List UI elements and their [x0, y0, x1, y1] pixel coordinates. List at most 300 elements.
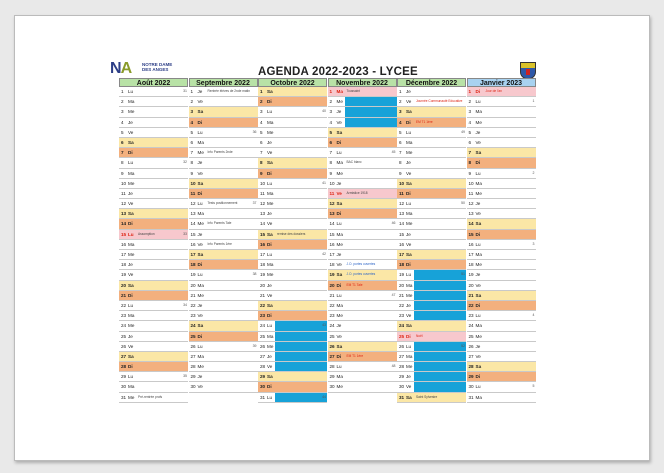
event-text: Toussaint — [346, 89, 360, 93]
day-number: 16 — [468, 241, 474, 247]
day-label: Me — [197, 221, 204, 227]
event-text: Noël — [416, 333, 423, 338]
day-label: Lu — [406, 272, 412, 278]
day-label: Sa — [128, 353, 134, 359]
day-label: Je — [475, 201, 481, 207]
week-number: 35 — [183, 374, 187, 379]
day-number: 12 — [399, 201, 405, 207]
week-number: 32 — [183, 160, 187, 165]
week-number: 36 — [252, 129, 257, 134]
day-number: 1 — [260, 89, 263, 94]
day-number: 9 — [121, 170, 124, 176]
day-label: Ve — [128, 201, 134, 207]
day-label: Ma — [336, 302, 343, 308]
vacation-fill — [414, 311, 466, 320]
day-label: Ma — [128, 313, 135, 319]
day-row — [189, 87, 258, 97]
day-label: Sa — [336, 343, 343, 349]
day-label: Ve — [406, 241, 412, 247]
day-row — [467, 393, 536, 403]
day-number: 11 — [468, 190, 474, 196]
day-row — [189, 250, 258, 260]
day-label: Sa — [267, 160, 273, 166]
vacation-fill — [414, 270, 466, 279]
day-row — [467, 199, 536, 209]
day-label: Me — [267, 272, 274, 278]
day-label: Me — [336, 99, 343, 105]
day-number: 12 — [121, 201, 127, 207]
day-row — [258, 199, 327, 209]
day-row — [328, 199, 397, 209]
day-row — [189, 158, 258, 168]
day-label: Me — [128, 252, 135, 257]
day-label: Ve — [197, 241, 203, 247]
week-number: 47 — [391, 292, 396, 297]
day-number: 20 — [468, 282, 474, 288]
day-number: 3 — [329, 109, 333, 115]
day-label: Lu — [336, 292, 342, 298]
day-row — [328, 118, 397, 128]
day-row — [397, 332, 466, 342]
day-label: Di — [475, 231, 481, 237]
day-label: Je — [267, 353, 272, 359]
day-number: 19 — [121, 272, 127, 278]
day-row — [258, 393, 327, 403]
day-row — [189, 219, 258, 229]
day-row — [119, 199, 188, 209]
day-row — [189, 281, 258, 291]
week-number: 39 — [252, 343, 257, 348]
day-label: Lu — [128, 302, 134, 308]
day-label: Sa — [475, 364, 482, 370]
day-label: Lu — [336, 364, 342, 370]
day-row — [258, 230, 327, 240]
day-label: Me — [336, 313, 343, 319]
day-row — [258, 97, 327, 107]
day-label: Ve — [475, 282, 481, 288]
day-label: Di — [336, 353, 342, 359]
day-row — [119, 219, 188, 229]
day-label: Je — [475, 343, 481, 349]
day-row — [119, 169, 188, 179]
day-number: 2 — [399, 99, 402, 105]
day-number: 13 — [190, 211, 196, 217]
day-number: 15 — [260, 231, 266, 237]
day-row — [189, 260, 258, 270]
day-number: 13 — [121, 211, 127, 217]
day-label: Sa — [197, 323, 204, 329]
day-row — [467, 219, 536, 229]
day-row — [328, 250, 397, 260]
day-label: Sa — [406, 252, 412, 257]
day-label: Di — [128, 150, 133, 156]
day-number: 7 — [399, 150, 402, 156]
day-row — [328, 219, 397, 229]
day-row — [467, 382, 536, 392]
week-number: 41 — [322, 180, 326, 185]
day-number: 1 — [399, 89, 402, 94]
day-label: Ma — [267, 333, 274, 339]
vacation-fill — [345, 118, 397, 127]
day-number: 4 — [468, 119, 472, 125]
day-row — [328, 301, 397, 311]
day-label: Me — [128, 323, 135, 329]
vacation-fill — [414, 291, 466, 300]
day-row — [397, 362, 466, 372]
day-label: Me — [336, 241, 343, 247]
day-label: Sa — [406, 323, 412, 329]
day-number: 19 — [329, 272, 335, 278]
day-row — [258, 107, 327, 117]
week-number: 1 — [532, 99, 535, 104]
day-number: 31 — [121, 394, 127, 400]
day-number: 6 — [260, 139, 263, 145]
day-row — [119, 107, 188, 117]
day-number: 28 — [260, 364, 266, 370]
day-row — [467, 291, 536, 301]
day-number: 13 — [399, 211, 405, 217]
day-label: Lu — [197, 129, 203, 135]
day-row — [119, 87, 188, 97]
vacation-fill — [414, 301, 466, 310]
day-label: Di — [267, 170, 272, 176]
day-number: 11 — [329, 190, 335, 196]
day-row — [467, 311, 536, 321]
day-number: 12 — [329, 201, 335, 207]
day-number: 22 — [260, 302, 266, 308]
day-number: 9 — [468, 170, 472, 176]
day-row — [397, 199, 466, 209]
day-row — [397, 107, 466, 117]
day-number: 11 — [260, 190, 265, 196]
day-row — [189, 230, 258, 240]
day-label: Di — [336, 139, 342, 145]
day-number: 29 — [329, 374, 335, 380]
day-number: 19 — [399, 272, 405, 278]
vacation-fill — [414, 352, 466, 361]
event-text: EM T1 1ère — [416, 119, 433, 124]
day-row — [119, 189, 188, 199]
day-label: Di — [406, 119, 411, 125]
day-label: Je — [267, 211, 272, 217]
day-row — [189, 382, 258, 392]
day-label: Di — [336, 211, 342, 217]
day-number: 17 — [399, 252, 405, 257]
vacation-fill — [275, 362, 327, 371]
day-number: 14 — [190, 221, 196, 227]
day-label: Lu — [267, 394, 273, 400]
day-label: Je — [197, 160, 203, 166]
day-number: 26 — [260, 343, 266, 349]
day-label: Ma — [128, 241, 135, 247]
day-label: Ma — [406, 139, 413, 145]
vacation-fill — [345, 97, 397, 106]
day-number: 13 — [468, 211, 474, 217]
day-number: 30 — [260, 384, 266, 390]
day-label: Ve — [406, 170, 412, 176]
vacation-fill — [414, 281, 466, 290]
day-row — [328, 148, 397, 158]
day-number: 9 — [399, 170, 402, 176]
day-number: 7 — [121, 150, 124, 156]
day-label: Lu — [128, 89, 134, 94]
day-row — [258, 189, 327, 199]
day-number: 12 — [468, 201, 474, 207]
day-label: Ma — [197, 353, 204, 359]
day-label: Je — [128, 119, 133, 125]
day-row — [397, 260, 466, 270]
week-number: 49 — [461, 129, 465, 134]
day-row — [328, 281, 397, 291]
day-row — [258, 382, 327, 392]
day-number: 18 — [399, 262, 405, 268]
event-text: Saint Sylvestre — [416, 394, 438, 399]
day-number: 16 — [190, 241, 196, 247]
day-row — [397, 393, 466, 403]
day-label: Lu — [475, 170, 481, 176]
day-row — [397, 301, 466, 311]
day-label: Je — [406, 374, 411, 380]
week-number: 34 — [183, 302, 187, 307]
week-number: 4 — [532, 313, 535, 318]
day-row — [328, 158, 397, 168]
day-label: Di — [475, 160, 481, 166]
day-label: Di — [128, 364, 133, 370]
event-text: EM T1 1ère — [346, 353, 364, 358]
day-row — [467, 352, 536, 362]
day-row — [119, 382, 188, 392]
day-row — [119, 158, 188, 168]
day-number: 5 — [399, 129, 402, 135]
day-label: Ve — [475, 139, 481, 145]
day-label: Me — [475, 190, 482, 196]
day-row — [189, 311, 258, 321]
day-row — [119, 250, 188, 260]
event-text: BAC blanc — [346, 160, 362, 165]
day-label: Ma — [406, 211, 413, 217]
day-row — [119, 260, 188, 270]
day-row — [189, 118, 258, 128]
day-label: Lu — [197, 343, 203, 349]
day-row — [397, 352, 466, 362]
day-label: Ve — [406, 384, 412, 390]
day-row — [328, 189, 397, 199]
week-number: 44 — [322, 394, 326, 399]
day-label: Ve — [197, 384, 203, 390]
day-number: 28 — [468, 364, 474, 370]
day-label: Di — [197, 119, 203, 125]
day-row — [467, 332, 536, 342]
day-label: Lu — [128, 374, 134, 380]
day-label: Lu — [197, 272, 203, 278]
day-row — [467, 301, 536, 311]
day-number: 31 — [260, 394, 266, 400]
day-label: Sa — [406, 394, 412, 400]
day-label: Lu — [475, 241, 481, 247]
vacation-fill — [275, 332, 327, 341]
day-number: 4 — [399, 119, 402, 125]
day-number: 18 — [329, 262, 335, 268]
day-row — [328, 97, 397, 107]
day-number: 12 — [190, 201, 196, 207]
vacation-fill — [275, 321, 327, 330]
day-label: Je — [406, 89, 411, 94]
logo-text: NOTRE DAME DES ANGES — [142, 62, 173, 72]
day-row — [189, 148, 258, 158]
day-number: 23 — [121, 313, 127, 319]
day-row — [119, 393, 188, 403]
day-label: Me — [475, 119, 482, 125]
day-label: Ma — [197, 282, 204, 288]
week-number: 37 — [252, 201, 257, 206]
day-row — [328, 230, 397, 240]
day-number: 31 — [399, 394, 405, 400]
day-label: Sa — [128, 139, 134, 145]
day-row — [328, 260, 397, 270]
day-label: Sa — [406, 109, 412, 115]
day-number: 14 — [399, 221, 405, 227]
day-row — [258, 240, 327, 250]
day-number: 28 — [329, 364, 335, 370]
day-number: 1 — [329, 89, 333, 94]
day-number: 22 — [190, 302, 196, 308]
day-number: 18 — [121, 262, 127, 268]
event-text: J.O. portes ouvertes — [346, 262, 376, 267]
day-row — [189, 169, 258, 179]
vacation-fill — [414, 372, 466, 381]
day-row — [328, 209, 397, 219]
day-number: 29 — [190, 374, 196, 380]
day-number: 2 — [121, 99, 124, 105]
day-row — [328, 342, 397, 352]
day-number: 23 — [329, 313, 335, 319]
day-label: Lu — [128, 160, 134, 166]
day-row — [119, 179, 188, 189]
day-number: 17 — [121, 252, 127, 257]
day-label: Je — [197, 231, 203, 237]
day-label: Ma — [475, 323, 482, 329]
day-row — [397, 291, 466, 301]
day-number: 10 — [260, 180, 266, 186]
day-row — [397, 138, 466, 148]
day-row — [189, 209, 258, 219]
day-label: Ve — [475, 211, 481, 217]
day-number: 15 — [190, 231, 196, 237]
day-label: Sa — [406, 180, 412, 186]
day-number: 26 — [190, 343, 196, 349]
day-row — [258, 321, 327, 331]
day-label: Di — [267, 313, 272, 319]
day-number: 25 — [399, 333, 405, 339]
day-label: Me — [197, 150, 204, 156]
day-row — [328, 179, 397, 189]
day-label: Lu — [406, 343, 412, 349]
day-number: 16 — [329, 241, 335, 247]
event-text: Tests positionnement — [207, 201, 238, 206]
day-row — [467, 260, 536, 270]
day-label: Me — [406, 221, 413, 227]
day-label: Di — [336, 282, 342, 288]
day-label: Me — [406, 364, 413, 370]
week-number: 31 — [183, 89, 187, 93]
day-label: Ma — [475, 109, 482, 115]
day-row — [397, 118, 466, 128]
day-row — [258, 270, 327, 280]
day-number: 17 — [329, 252, 335, 257]
day-label: Je — [475, 272, 481, 278]
day-number: 17 — [468, 252, 474, 257]
day-label: Ma — [197, 211, 204, 217]
month-header: Janvier 2023 — [467, 78, 536, 87]
day-row — [258, 219, 327, 229]
day-label: Je — [128, 262, 133, 268]
day-number: 10 — [121, 180, 127, 186]
day-number: 3 — [399, 109, 402, 115]
day-number: 26 — [329, 343, 335, 349]
vacation-fill — [275, 393, 327, 402]
day-row — [328, 128, 397, 138]
day-number: 26 — [468, 343, 474, 349]
day-row — [328, 87, 397, 97]
day-label: Ma — [336, 160, 343, 166]
day-number: 14 — [329, 221, 335, 227]
day-number: 17 — [190, 252, 196, 257]
day-number: 24 — [260, 323, 266, 329]
day-label: Di — [197, 333, 203, 339]
day-label: Lu — [267, 252, 273, 257]
day-label: Me — [475, 262, 482, 268]
day-row — [189, 332, 258, 342]
day-row — [119, 362, 188, 372]
day-number: 2 — [190, 99, 194, 105]
day-label: Di — [267, 241, 272, 247]
day-number: 30 — [190, 384, 196, 390]
event-text: Assomption — [138, 231, 155, 236]
week-number: 40 — [322, 109, 326, 114]
day-row — [467, 118, 536, 128]
day-row — [189, 189, 258, 199]
day-number: 21 — [468, 292, 474, 298]
week-number: 52 — [461, 343, 465, 348]
day-label: Je — [197, 302, 203, 308]
day-row — [467, 107, 536, 117]
day-label: Lu — [336, 150, 342, 156]
day-row — [258, 138, 327, 148]
day-number: 30 — [121, 384, 127, 390]
month-column — [189, 78, 258, 393]
day-number: 6 — [399, 139, 402, 145]
day-row — [258, 372, 327, 382]
day-number: 6 — [329, 139, 333, 145]
day-row — [119, 321, 188, 331]
day-label: Sa — [128, 282, 134, 288]
day-row — [467, 230, 536, 240]
day-number: 9 — [329, 170, 333, 176]
event-text: Info Parents Tale — [207, 221, 232, 226]
day-row — [189, 138, 258, 148]
day-label: Sa — [267, 89, 273, 94]
day-row — [189, 97, 258, 107]
day-label: Ma — [267, 262, 274, 268]
day-row — [397, 321, 466, 331]
month-column — [119, 78, 188, 403]
day-row — [397, 281, 466, 291]
day-label: Lu — [267, 109, 273, 115]
day-number: 10 — [190, 180, 196, 186]
day-label: Me — [267, 343, 274, 349]
day-label: Ma — [267, 190, 274, 196]
day-number: 6 — [468, 139, 472, 145]
